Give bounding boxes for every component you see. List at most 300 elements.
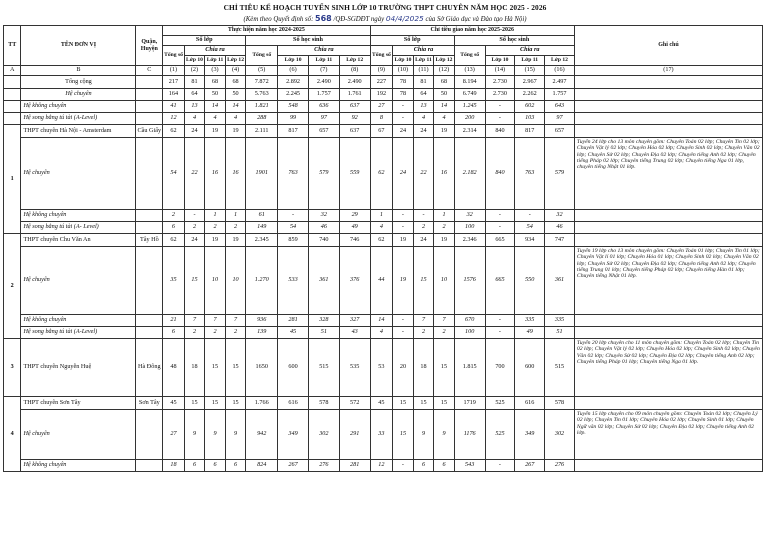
row-value: 139	[246, 327, 278, 339]
row-value: 27	[163, 410, 185, 460]
row-value: 7	[205, 315, 226, 327]
row-value: 32	[308, 210, 339, 222]
row-value: -	[413, 210, 434, 222]
row-value: 24	[184, 234, 205, 247]
row-value: 6	[413, 460, 434, 472]
row-value: 61	[246, 210, 278, 222]
row-value: 41	[163, 101, 185, 113]
column-code: C	[136, 66, 163, 76]
row-value: 2	[184, 222, 205, 234]
header-unit: TÊN ĐƠN VỊ	[21, 26, 136, 66]
column-code: (16)	[545, 66, 575, 76]
subtitle-suffix: của Sở Giáo dục và Đào tạo Hà Nội)	[425, 16, 527, 23]
row-value: 35	[163, 247, 185, 315]
row-value: 50	[205, 89, 226, 101]
row-value: 559	[339, 138, 370, 210]
row-value: 2.490	[339, 76, 370, 89]
row-value: 9	[184, 410, 205, 460]
header-grade-10: Lớp 10	[485, 56, 515, 66]
row-value: 81	[184, 76, 205, 89]
row-value: 6.749	[454, 89, 485, 101]
row-value: 1.245	[454, 101, 485, 113]
row-unit-name: Hệ chuyên	[21, 410, 136, 460]
column-code: (11)	[413, 66, 434, 76]
row-value: 49	[339, 222, 370, 234]
row-value: 636	[308, 101, 339, 113]
row-value: 2.892	[278, 76, 309, 89]
row-value: 936	[246, 315, 278, 327]
row-value: 8	[370, 113, 393, 125]
row-value: 1	[434, 210, 455, 222]
row-value: 2	[434, 222, 455, 234]
table-row	[4, 101, 763, 113]
header-split: Chia ra	[278, 46, 370, 56]
row-unit-name: Tổng cộng	[21, 76, 136, 89]
row-note	[574, 76, 762, 89]
row-value: 29	[339, 210, 370, 222]
table-row	[4, 460, 763, 472]
row-value: 2	[225, 327, 246, 339]
row-value: 6	[225, 460, 246, 472]
row-value: 637	[339, 101, 370, 113]
row-value: 14	[434, 101, 455, 113]
row-value: 9	[205, 410, 226, 460]
row-value: 19	[205, 234, 226, 247]
row-value: 700	[485, 339, 515, 397]
row-value: 54	[278, 222, 309, 234]
row-value: 276	[308, 460, 339, 472]
row-value: 68	[434, 76, 455, 89]
row-value: 217	[163, 76, 185, 89]
column-code: (14)	[485, 66, 515, 76]
row-value: 1576	[454, 247, 485, 315]
row-unit-name: Hệ không chuyên	[21, 101, 136, 113]
row-value: 9	[225, 410, 246, 460]
row-district	[136, 210, 163, 222]
table-row	[4, 327, 763, 339]
row-value: 657	[308, 125, 339, 138]
row-value: 49	[515, 327, 545, 339]
row-value: 22	[184, 138, 205, 210]
row-value: 12	[370, 460, 393, 472]
row-value: 763	[515, 138, 545, 210]
row-value: 22	[413, 138, 434, 210]
row-value: 78	[393, 76, 414, 89]
row-value: 637	[339, 125, 370, 138]
row-value: 302	[545, 410, 575, 460]
row-value: 291	[339, 410, 370, 460]
row-value: 192	[370, 89, 393, 101]
header-students-actual: Số học sinh	[246, 36, 370, 46]
decision-date: 04/4/2025	[385, 14, 424, 23]
row-value: 100	[454, 222, 485, 234]
header-classes-target: Số lớp	[370, 36, 454, 46]
header-grade-11: Lớp 11	[413, 56, 434, 66]
table-row	[4, 113, 763, 125]
row-value: 4	[205, 113, 226, 125]
row-value: 281	[339, 460, 370, 472]
row-value: 64	[413, 89, 434, 101]
row-value: 817	[278, 125, 309, 138]
row-value: -	[515, 210, 545, 222]
column-code: (17)	[574, 66, 762, 76]
row-district	[136, 113, 163, 125]
header-total: Tổng số	[454, 46, 485, 66]
row-value: -	[278, 210, 309, 222]
row-value: 62	[163, 234, 185, 247]
row-value: -	[485, 327, 515, 339]
row-tt	[4, 101, 21, 113]
table-row	[4, 125, 763, 138]
row-value: 14	[225, 101, 246, 113]
row-value: 46	[308, 222, 339, 234]
row-value: -	[485, 315, 515, 327]
table-row	[4, 138, 763, 210]
row-value: 747	[545, 234, 575, 247]
row-value: 18	[413, 339, 434, 397]
row-value: 276	[545, 460, 575, 472]
row-unit-name: Hệ không chuyên	[21, 210, 136, 222]
row-value: 10	[205, 247, 226, 315]
row-value: 934	[515, 234, 545, 247]
row-value: 2.182	[454, 138, 485, 210]
row-value: 15	[393, 397, 414, 410]
row-value: 328	[308, 315, 339, 327]
row-value: 33	[370, 410, 393, 460]
row-value: 20	[393, 339, 414, 397]
row-value: 1	[370, 210, 393, 222]
row-value: 97	[545, 113, 575, 125]
row-note: Tuyển 24 lớp cho 13 môn chuyên gồm: Chuyên Toán 02 lớp; Chuyên Tin 02 lớp; Chuyên Vật lý 02 lớp; Chuyên Hóa 02 lớp; Chuyên Sinh 02 lớp; Chuyên Văn 02 lớp; Chuyên Sử 02 lớp; Chuyên Địa 02 lớp; Chuyên tiếng Anh 02 lớp; Chuyên tiếng Pháp 02 lớp; Chuyên tiếng Trung 02 lớp; Chuyên tiếng Nga 01 lớp, chuyên tiếng Nhật 01 lớp.	[574, 138, 762, 210]
row-unit-name: Hệ song bằng tú tài (A-Level)	[21, 327, 136, 339]
row-unit-name: Hệ không chuyên	[21, 460, 136, 472]
row-value: 19	[393, 247, 414, 315]
row-value: 267	[515, 460, 545, 472]
row-value: 616	[515, 397, 545, 410]
row-value: 19	[225, 125, 246, 138]
row-value: 19	[393, 234, 414, 247]
row-note: Tuyển 15 lớp chuyên cho 09 môn chuyên gồm: Chuyên Toán 02 lớp; Chuyên Lý 02 lớp; Chuyên Tin 01 lớp; Chuyên Hóa 02 lớp; Chuyên Sinh 01 lớp; Chuyên Ngữ văn 02 lớp; Chuyên Sử 02 lớp; Chuyên Địa 02 lớp; Chuyên tiếng Anh 02 lớp.	[574, 410, 762, 460]
row-value: 1.766	[246, 397, 278, 410]
row-value: 15	[434, 339, 455, 397]
column-code: (7)	[308, 66, 339, 76]
table-row	[4, 76, 763, 89]
row-value: 533	[278, 247, 309, 315]
row-value: 859	[278, 234, 309, 247]
row-value: 53	[370, 339, 393, 397]
row-value: 1.270	[246, 247, 278, 315]
header-grade-10: Lớp 10	[184, 56, 205, 66]
row-district	[136, 460, 163, 472]
row-value: 18	[163, 460, 185, 472]
row-value: 1901	[246, 138, 278, 210]
row-value: 21	[163, 315, 185, 327]
row-value: 7.872	[246, 76, 278, 89]
column-code: (2)	[184, 66, 205, 76]
table-row	[4, 234, 763, 247]
row-value: 78	[393, 89, 414, 101]
row-value: 15	[434, 397, 455, 410]
column-code-row	[4, 66, 763, 76]
row-value: 840	[485, 138, 515, 210]
column-code: (5)	[246, 66, 278, 76]
enrollment-table	[3, 25, 763, 472]
row-value: 15	[205, 339, 226, 397]
row-value: 281	[278, 315, 309, 327]
row-value: 942	[246, 410, 278, 460]
row-value: 48	[163, 339, 185, 397]
header-grade-12: Lớp 12	[434, 56, 455, 66]
row-value: 13	[413, 101, 434, 113]
subtitle-prefix: (Kèm theo Quyết định số:	[243, 16, 314, 23]
row-district	[136, 327, 163, 339]
row-district: Cầu Giấy	[136, 125, 163, 138]
row-value: 44	[370, 247, 393, 315]
row-value: 24	[413, 234, 434, 247]
row-value: 657	[545, 125, 575, 138]
row-value: 164	[163, 89, 185, 101]
row-value: 9	[434, 410, 455, 460]
row-value: 19	[434, 125, 455, 138]
header-target: Chỉ tiêu giao năm học 2025-2026	[370, 26, 574, 36]
row-value: 525	[485, 397, 515, 410]
row-value: 6	[434, 460, 455, 472]
column-code: (10)	[393, 66, 414, 76]
row-value: 6	[163, 327, 185, 339]
row-value: 2.262	[515, 89, 545, 101]
row-value: -	[393, 210, 414, 222]
row-value: 54	[515, 222, 545, 234]
row-value: 46	[545, 222, 575, 234]
row-note	[574, 89, 762, 101]
header-classes-actual: Số lớp	[163, 36, 246, 46]
column-code: (12)	[434, 66, 455, 76]
row-value: 54	[163, 138, 185, 210]
row-value: 824	[246, 460, 278, 472]
table-row	[4, 247, 763, 315]
row-value: 6	[163, 222, 185, 234]
row-value: 600	[515, 339, 545, 397]
row-value: 6	[184, 460, 205, 472]
row-value: 8.194	[454, 76, 485, 89]
row-value: 5.763	[246, 89, 278, 101]
row-district: Tây Hồ	[136, 234, 163, 247]
row-value: 68	[225, 76, 246, 89]
header-grade-12: Lớp 12	[339, 56, 370, 66]
row-value: 43	[339, 327, 370, 339]
table-row	[4, 339, 763, 397]
row-value: 2.730	[485, 89, 515, 101]
row-value: 24	[413, 125, 434, 138]
table-row	[4, 315, 763, 327]
row-value: 579	[308, 138, 339, 210]
row-value: 19	[434, 234, 455, 247]
row-value: 45	[370, 397, 393, 410]
row-note	[574, 125, 762, 138]
row-value: 4	[370, 222, 393, 234]
row-unit-name: THPT chuyên Chu Văn An	[21, 234, 136, 247]
row-value: 349	[515, 410, 545, 460]
row-tt: 2	[4, 234, 21, 339]
row-value: 68	[205, 76, 226, 89]
column-code: (15)	[515, 66, 545, 76]
row-value: 7	[225, 315, 246, 327]
row-value: 18	[184, 339, 205, 397]
row-value: 32	[454, 210, 485, 222]
row-tt: 3	[4, 339, 21, 397]
row-value: 1.757	[308, 89, 339, 101]
row-value: -	[485, 101, 515, 113]
row-tt: 4	[4, 397, 21, 472]
row-value: 602	[515, 101, 545, 113]
row-value: 643	[545, 101, 575, 113]
row-note	[574, 234, 762, 247]
row-district	[136, 101, 163, 113]
row-value: 19	[205, 125, 226, 138]
subtitle-mid: /QĐ-SGDĐT ngày	[333, 16, 385, 23]
row-value: 288	[246, 113, 278, 125]
row-value: 4	[413, 113, 434, 125]
row-value: 24	[393, 138, 414, 210]
column-code: (3)	[205, 66, 226, 76]
row-tt	[4, 76, 21, 89]
row-value: 349	[278, 410, 309, 460]
row-value: 746	[339, 234, 370, 247]
row-value: 2.245	[278, 89, 309, 101]
column-code: (4)	[225, 66, 246, 76]
row-value: 578	[308, 397, 339, 410]
row-value: 16	[225, 138, 246, 210]
row-value: 7	[434, 315, 455, 327]
row-unit-name: Hệ chuyên	[21, 138, 136, 210]
row-value: 4	[370, 327, 393, 339]
row-value: 50	[225, 89, 246, 101]
row-value: 2	[225, 222, 246, 234]
row-value: 62	[370, 234, 393, 247]
document-subtitle	[0, 14, 770, 23]
column-code: (6)	[278, 66, 309, 76]
column-code: (8)	[339, 66, 370, 76]
row-value: 24	[393, 125, 414, 138]
column-code: A	[4, 66, 21, 76]
row-value: 1176	[454, 410, 485, 460]
row-note	[574, 397, 762, 410]
row-value: 1650	[246, 339, 278, 397]
row-value: 1.815	[454, 339, 485, 397]
row-note	[574, 222, 762, 234]
row-value: 97	[308, 113, 339, 125]
row-value: 51	[545, 327, 575, 339]
row-unit-name: THPT chuyên Sơn Tây	[21, 397, 136, 410]
row-value: 2	[205, 327, 226, 339]
row-value: 361	[545, 247, 575, 315]
row-note	[574, 101, 762, 113]
row-value: 2.730	[485, 76, 515, 89]
row-value: 149	[246, 222, 278, 234]
header-grade-11: Lớp 11	[515, 56, 545, 66]
row-value: 2	[413, 222, 434, 234]
row-value: 817	[515, 125, 545, 138]
row-value: -	[393, 101, 414, 113]
header-split: Chia ra	[184, 46, 246, 56]
row-value: 2.345	[246, 234, 278, 247]
row-district	[136, 222, 163, 234]
row-unit-name: Hệ song bằng tú tài (A-Level)	[21, 113, 136, 125]
row-value: 335	[545, 315, 575, 327]
row-value: 572	[339, 397, 370, 410]
row-value: 45	[278, 327, 309, 339]
row-note	[574, 460, 762, 472]
row-value: -	[184, 210, 205, 222]
row-value: 1.757	[545, 89, 575, 101]
row-value: 763	[278, 138, 309, 210]
row-value: 103	[515, 113, 545, 125]
row-note	[574, 327, 762, 339]
table-row	[4, 89, 763, 101]
row-value: 302	[308, 410, 339, 460]
row-district: Sơn Tây	[136, 397, 163, 410]
row-value: 100	[454, 327, 485, 339]
row-value: 4	[434, 113, 455, 125]
row-value: 740	[308, 234, 339, 247]
column-code: B	[21, 66, 136, 76]
row-value: 335	[515, 315, 545, 327]
decision-number: 568	[315, 14, 332, 23]
row-value: 15	[413, 397, 434, 410]
row-value: 1719	[454, 397, 485, 410]
row-district	[136, 76, 163, 89]
row-unit-name: Hệ không chuyên	[21, 315, 136, 327]
header-split: Chia ra	[485, 46, 574, 56]
row-value: 1	[205, 210, 226, 222]
row-value: -	[393, 315, 414, 327]
row-note: Tuyển 20 lớp chuyên cho 11 môn chuyên gồm: Chuyên Toán 02 lớp; Chuyên Tin 02 lớp; Chuyên Vật lý 02 lớp; Chuyên Hóa 02 lớp; Chuyên Sinh 02 lớp; Chuyên Văn 02 lớp; Chuyên Sử 02 lớp; Chuyên Địa 02 lớp; Chuyên tiếng Anh 02 lớp; Chuyên tiếng Pháp 01 lớp; Chuyên tiếng Nga 01 lớp.	[574, 339, 762, 397]
row-value: 15	[205, 397, 226, 410]
header-tt: TT	[4, 26, 21, 66]
row-unit-name: Hệ chuyên	[21, 247, 136, 315]
row-value: 515	[308, 339, 339, 397]
row-value: 2.346	[454, 234, 485, 247]
row-value: 51	[308, 327, 339, 339]
header-grade-11: Lớp 11	[205, 56, 226, 66]
row-value: 2.967	[515, 76, 545, 89]
row-value: 99	[278, 113, 309, 125]
row-value: -	[393, 327, 414, 339]
row-value: 515	[545, 339, 575, 397]
row-value: 27	[370, 101, 393, 113]
row-value: 548	[278, 101, 309, 113]
row-value: 665	[485, 234, 515, 247]
table-row	[4, 210, 763, 222]
header-grade-11: Lớp 11	[308, 56, 339, 66]
row-value: 616	[278, 397, 309, 410]
row-value: 15	[184, 247, 205, 315]
column-code: (13)	[454, 66, 485, 76]
row-district	[136, 315, 163, 327]
header-grade-12: Lớp 12	[545, 56, 575, 66]
row-value: 10	[434, 247, 455, 315]
row-value: -	[485, 210, 515, 222]
row-value: 227	[370, 76, 393, 89]
table-row	[4, 397, 763, 410]
row-value: 1.821	[246, 101, 278, 113]
row-value: 15	[184, 397, 205, 410]
row-value: 7	[413, 315, 434, 327]
row-tt	[4, 113, 21, 125]
row-value: 579	[545, 138, 575, 210]
table-row	[4, 410, 763, 460]
row-value: 62	[163, 125, 185, 138]
